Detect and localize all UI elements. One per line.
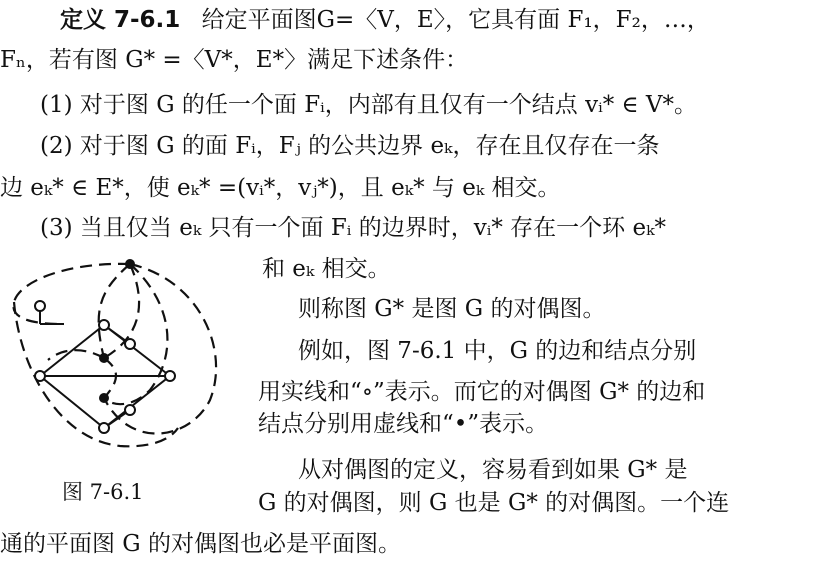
example-line-3: 结点分别用虚线和“•”表示。 (258, 411, 549, 437)
example-line-2: 用实线和“∘”表示。而它的对偶图 G* 的边和 (258, 379, 706, 405)
definition-text-2: Fₙ，若有图 G* =〈V*，E*〉满足下述条件： (0, 47, 469, 73)
definition-label: 定义 7-6.1 (60, 7, 181, 33)
conclusion-line-3: 通的平面图 G 的对偶图也必是平面图。 (0, 531, 401, 557)
graph-g-vertices (35, 301, 175, 433)
condition-1: (1) 对于图 G 的任一个面 Fᵢ，内部有且仅有一个结点 vᵢ* ∈ V*。 (40, 92, 697, 118)
condition-2b: 边 eₖ* ∈ E*，使 eₖ* =(vᵢ*，vⱼ*)，且 eₖ* 与 eₖ 相交。 (0, 175, 561, 201)
condition-2a: (2) 对于图 G 的面 Fᵢ，Fⱼ 的公共边界 eₖ，存在且仅存在一条 (40, 133, 660, 159)
condition-3a: (3) 当且仅当 eₖ 只有一个面 Fᵢ 的边界时，vᵢ* 存在一个环 eₖ* (40, 215, 666, 241)
definition-text-1: 给定平面图G=〈V，E〉，它具有面 F₁，F₂，…， (201, 7, 710, 33)
dual-graph-figure (0, 240, 250, 475)
dual-graph-vertices (99, 259, 135, 403)
conclusion-line-2: G 的对偶图，则 G 也是 G* 的对偶图。一个连 (258, 490, 730, 516)
example-line-1: 例如，图 7-6.1 中，G 的边和结点分别 (298, 338, 697, 364)
condition-3b: 和 eₖ 相交。 (262, 256, 391, 282)
definition-line-1 (60, 6, 710, 34)
conclusion-line-1: 从对偶图的定义，容易看到如果 G* 是 (298, 457, 688, 483)
dual-definition: 则称图 G* 是图 G 的对偶图。 (298, 296, 606, 322)
figure-caption: 图 7-6.1 (62, 480, 144, 504)
